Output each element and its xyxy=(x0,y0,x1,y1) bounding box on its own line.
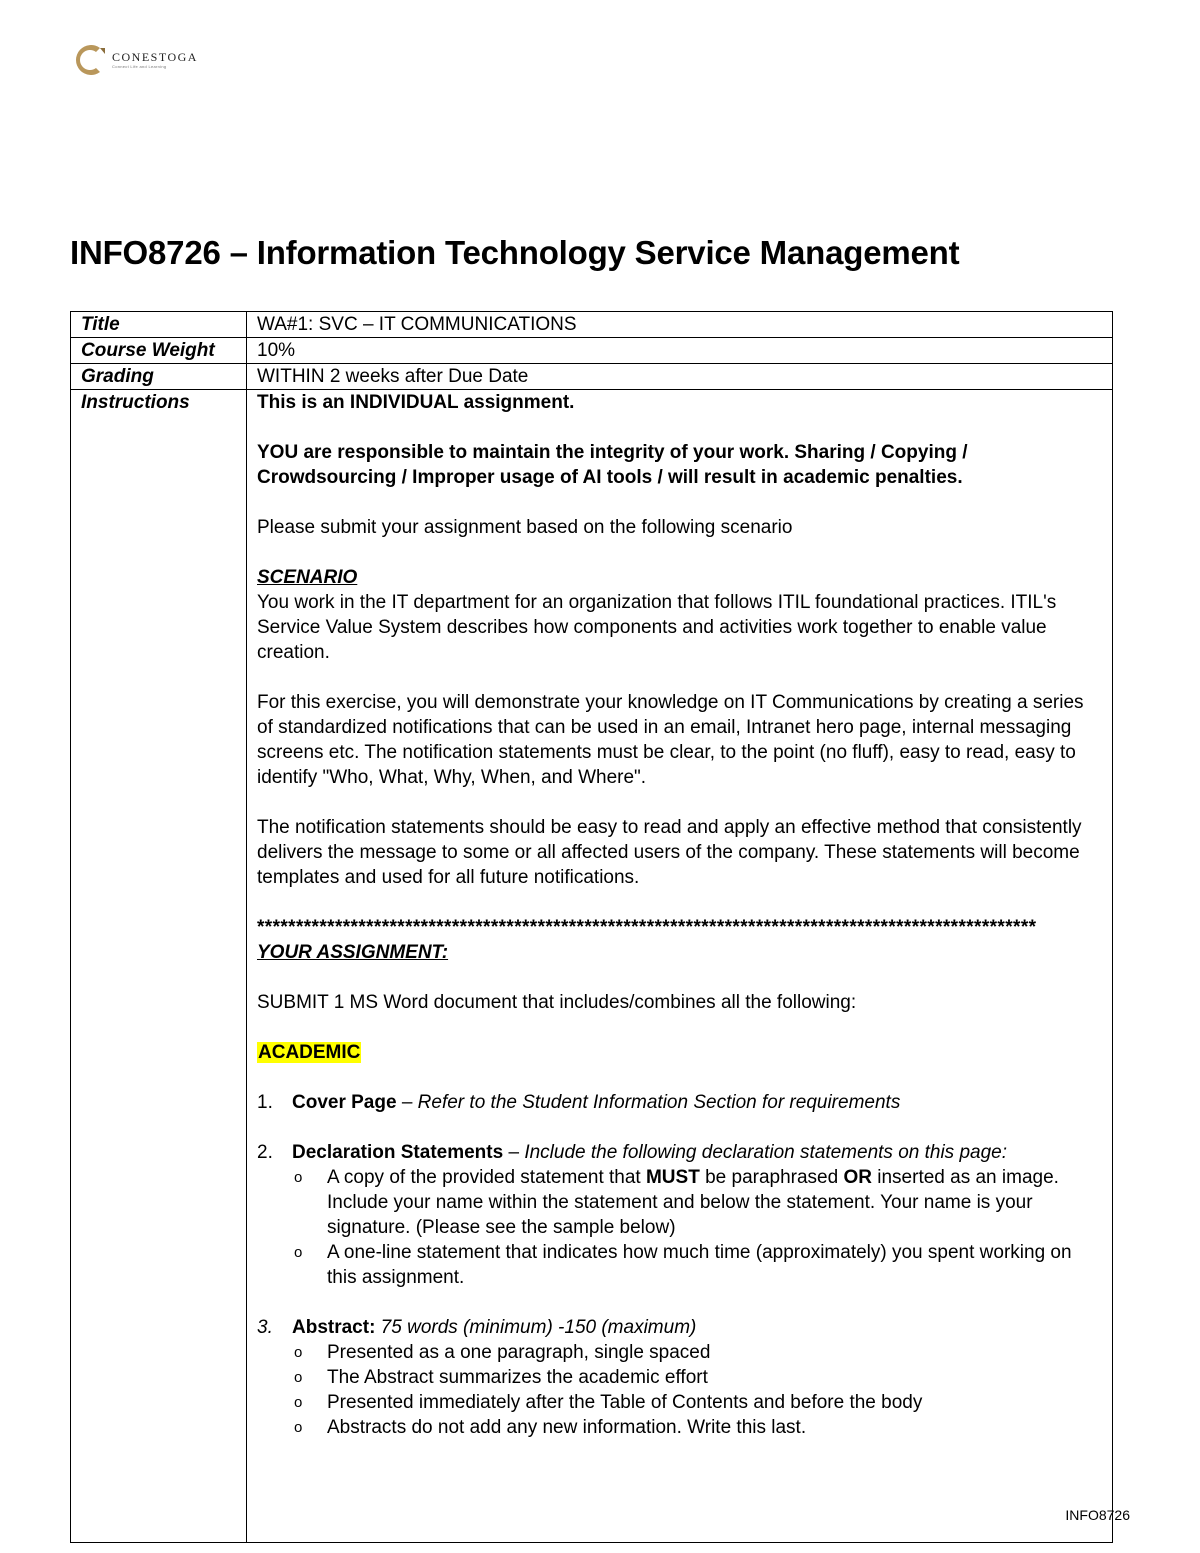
sub-text: Presented as a one paragraph, single spaced xyxy=(327,1342,711,1363)
course-code: INFO8726 xyxy=(70,234,221,271)
list-item xyxy=(292,1340,1102,1365)
scenario-paragraph-3: The notification statements should be easy to read and apply an effective method that consistently delivers the message to some or all affected users of the company. These statements will become templates and used for all future notifications. xyxy=(257,817,1082,888)
scenario-paragraph-2: For this exercise, you will demonstrate your knowledge on IT Communications by creating a series of standardized notifications that can be used in an email, Intranet hero page, internal messaging screens etc. The notification statements must be clear, to the point (no fluff), easy to read, easy to identify "Who, What, Why, When, and Where". xyxy=(257,692,1084,788)
title-dash: – xyxy=(220,234,257,271)
submit-document: SUBMIT 1 MS Word document that includes/combines all the following: xyxy=(257,992,857,1013)
list-item-declaration xyxy=(257,1140,1102,1290)
divider-stars: **************************************************************************************************** xyxy=(257,917,1037,938)
item-description: Include the following declaration statements on this page: xyxy=(524,1142,1008,1163)
item-title: Cover Page xyxy=(292,1092,397,1113)
grading-value: WITHIN 2 weeks after Due Date xyxy=(247,364,1113,390)
page-title xyxy=(70,234,959,272)
item-description: Refer to the Student Information Section for requirements xyxy=(417,1092,901,1113)
list-item xyxy=(292,1165,1102,1240)
item-title: Abstract: xyxy=(292,1317,376,1338)
assignment-info-table xyxy=(70,311,1113,1543)
individual-statement: This is an INDIVIDUAL assignment. xyxy=(257,392,575,413)
table-row-instructions xyxy=(71,390,1113,1543)
submit-intro: Please submit your assignment based on the following scenario xyxy=(257,517,793,538)
list-item xyxy=(292,1415,1102,1440)
abstract-sublist xyxy=(257,1340,1102,1440)
instructions-label: Instructions xyxy=(71,390,247,1543)
bullet-icon: o xyxy=(294,1244,303,1261)
bullet-icon: o xyxy=(294,1169,303,1186)
conestoga-logo-mark-icon xyxy=(70,42,106,78)
requirements-list xyxy=(257,1090,1102,1440)
item-title: Declaration Statements xyxy=(292,1142,504,1163)
item-dash: – xyxy=(396,1092,418,1113)
bullet-icon: o xyxy=(294,1394,303,1411)
weight-label: Course Weight xyxy=(71,338,247,364)
bullet-icon: o xyxy=(294,1344,303,1361)
instructions-content xyxy=(247,390,1113,1543)
declaration-sublist xyxy=(257,1165,1102,1290)
sub-text: inserted as an image. Include your name within the statement and below the statement. Your name is your signature. (Please see the sample below) xyxy=(327,1167,1059,1238)
scenario-heading: SCENARIO xyxy=(257,567,358,588)
list-item-abstract xyxy=(257,1315,1102,1440)
table-row-title xyxy=(71,312,1113,338)
must-emphasis: MUST xyxy=(645,1167,700,1188)
sub-text: Presented immediately after the Table of Contents and before the body xyxy=(327,1392,923,1413)
item-number: 3. xyxy=(257,1317,273,1338)
or-emphasis: OR xyxy=(843,1167,872,1188)
title-value: WA#1: SVC – IT COMMUNICATIONS xyxy=(247,312,1113,338)
logo-subtitle: Connect Life and Learning xyxy=(112,64,167,69)
bullet-icon: o xyxy=(294,1419,303,1436)
sub-text: Abstracts do not add any new information. Write this last. xyxy=(327,1417,807,1438)
list-item xyxy=(292,1365,1102,1390)
item-number: 1. xyxy=(257,1092,273,1113)
academic-highlight: ACADEMIC xyxy=(258,1042,361,1063)
assignment-heading: YOUR ASSIGNMENT: xyxy=(257,942,449,963)
table-row-weight xyxy=(71,338,1113,364)
item-number: 2. xyxy=(257,1142,273,1163)
logo-name: CONESTOGA xyxy=(112,50,198,64)
item-dash: – xyxy=(503,1142,525,1163)
scenario-paragraph-1: You work in the IT department for an organization that follows ITIL foundational practices. ITIL's Service Value System describes how components and activities work together to enable value creation. xyxy=(257,592,1057,663)
conestoga-logo xyxy=(70,42,198,78)
list-item-cover-page xyxy=(257,1090,1102,1115)
course-name: Information Technology Service Management xyxy=(256,234,960,271)
list-item xyxy=(292,1240,1102,1290)
sub-text: The Abstract summarizes the academic effort xyxy=(327,1367,708,1388)
table-row-grading xyxy=(71,364,1113,390)
bullet-icon: o xyxy=(294,1369,303,1386)
grading-label: Grading xyxy=(71,364,247,390)
sub-text: A one-line statement that indicates how much time (approximately) you spent working on this assignment. xyxy=(327,1242,1072,1288)
list-item xyxy=(292,1390,1102,1415)
integrity-statement: YOU are responsible to maintain the integrity of your work. Sharing / Copying / Crowdsourcing / Improper usage of AI tools / will result in academic penalties. xyxy=(257,442,968,488)
page-footer: INFO8726 xyxy=(1065,1507,1130,1523)
sub-text: A copy of the provided statement that xyxy=(327,1167,646,1188)
item-description: 75 words (minimum) -150 (maximum) xyxy=(375,1317,697,1338)
weight-value: 10% xyxy=(247,338,1113,364)
sub-text: be paraphrased xyxy=(699,1167,844,1188)
title-label: Title xyxy=(71,312,247,338)
